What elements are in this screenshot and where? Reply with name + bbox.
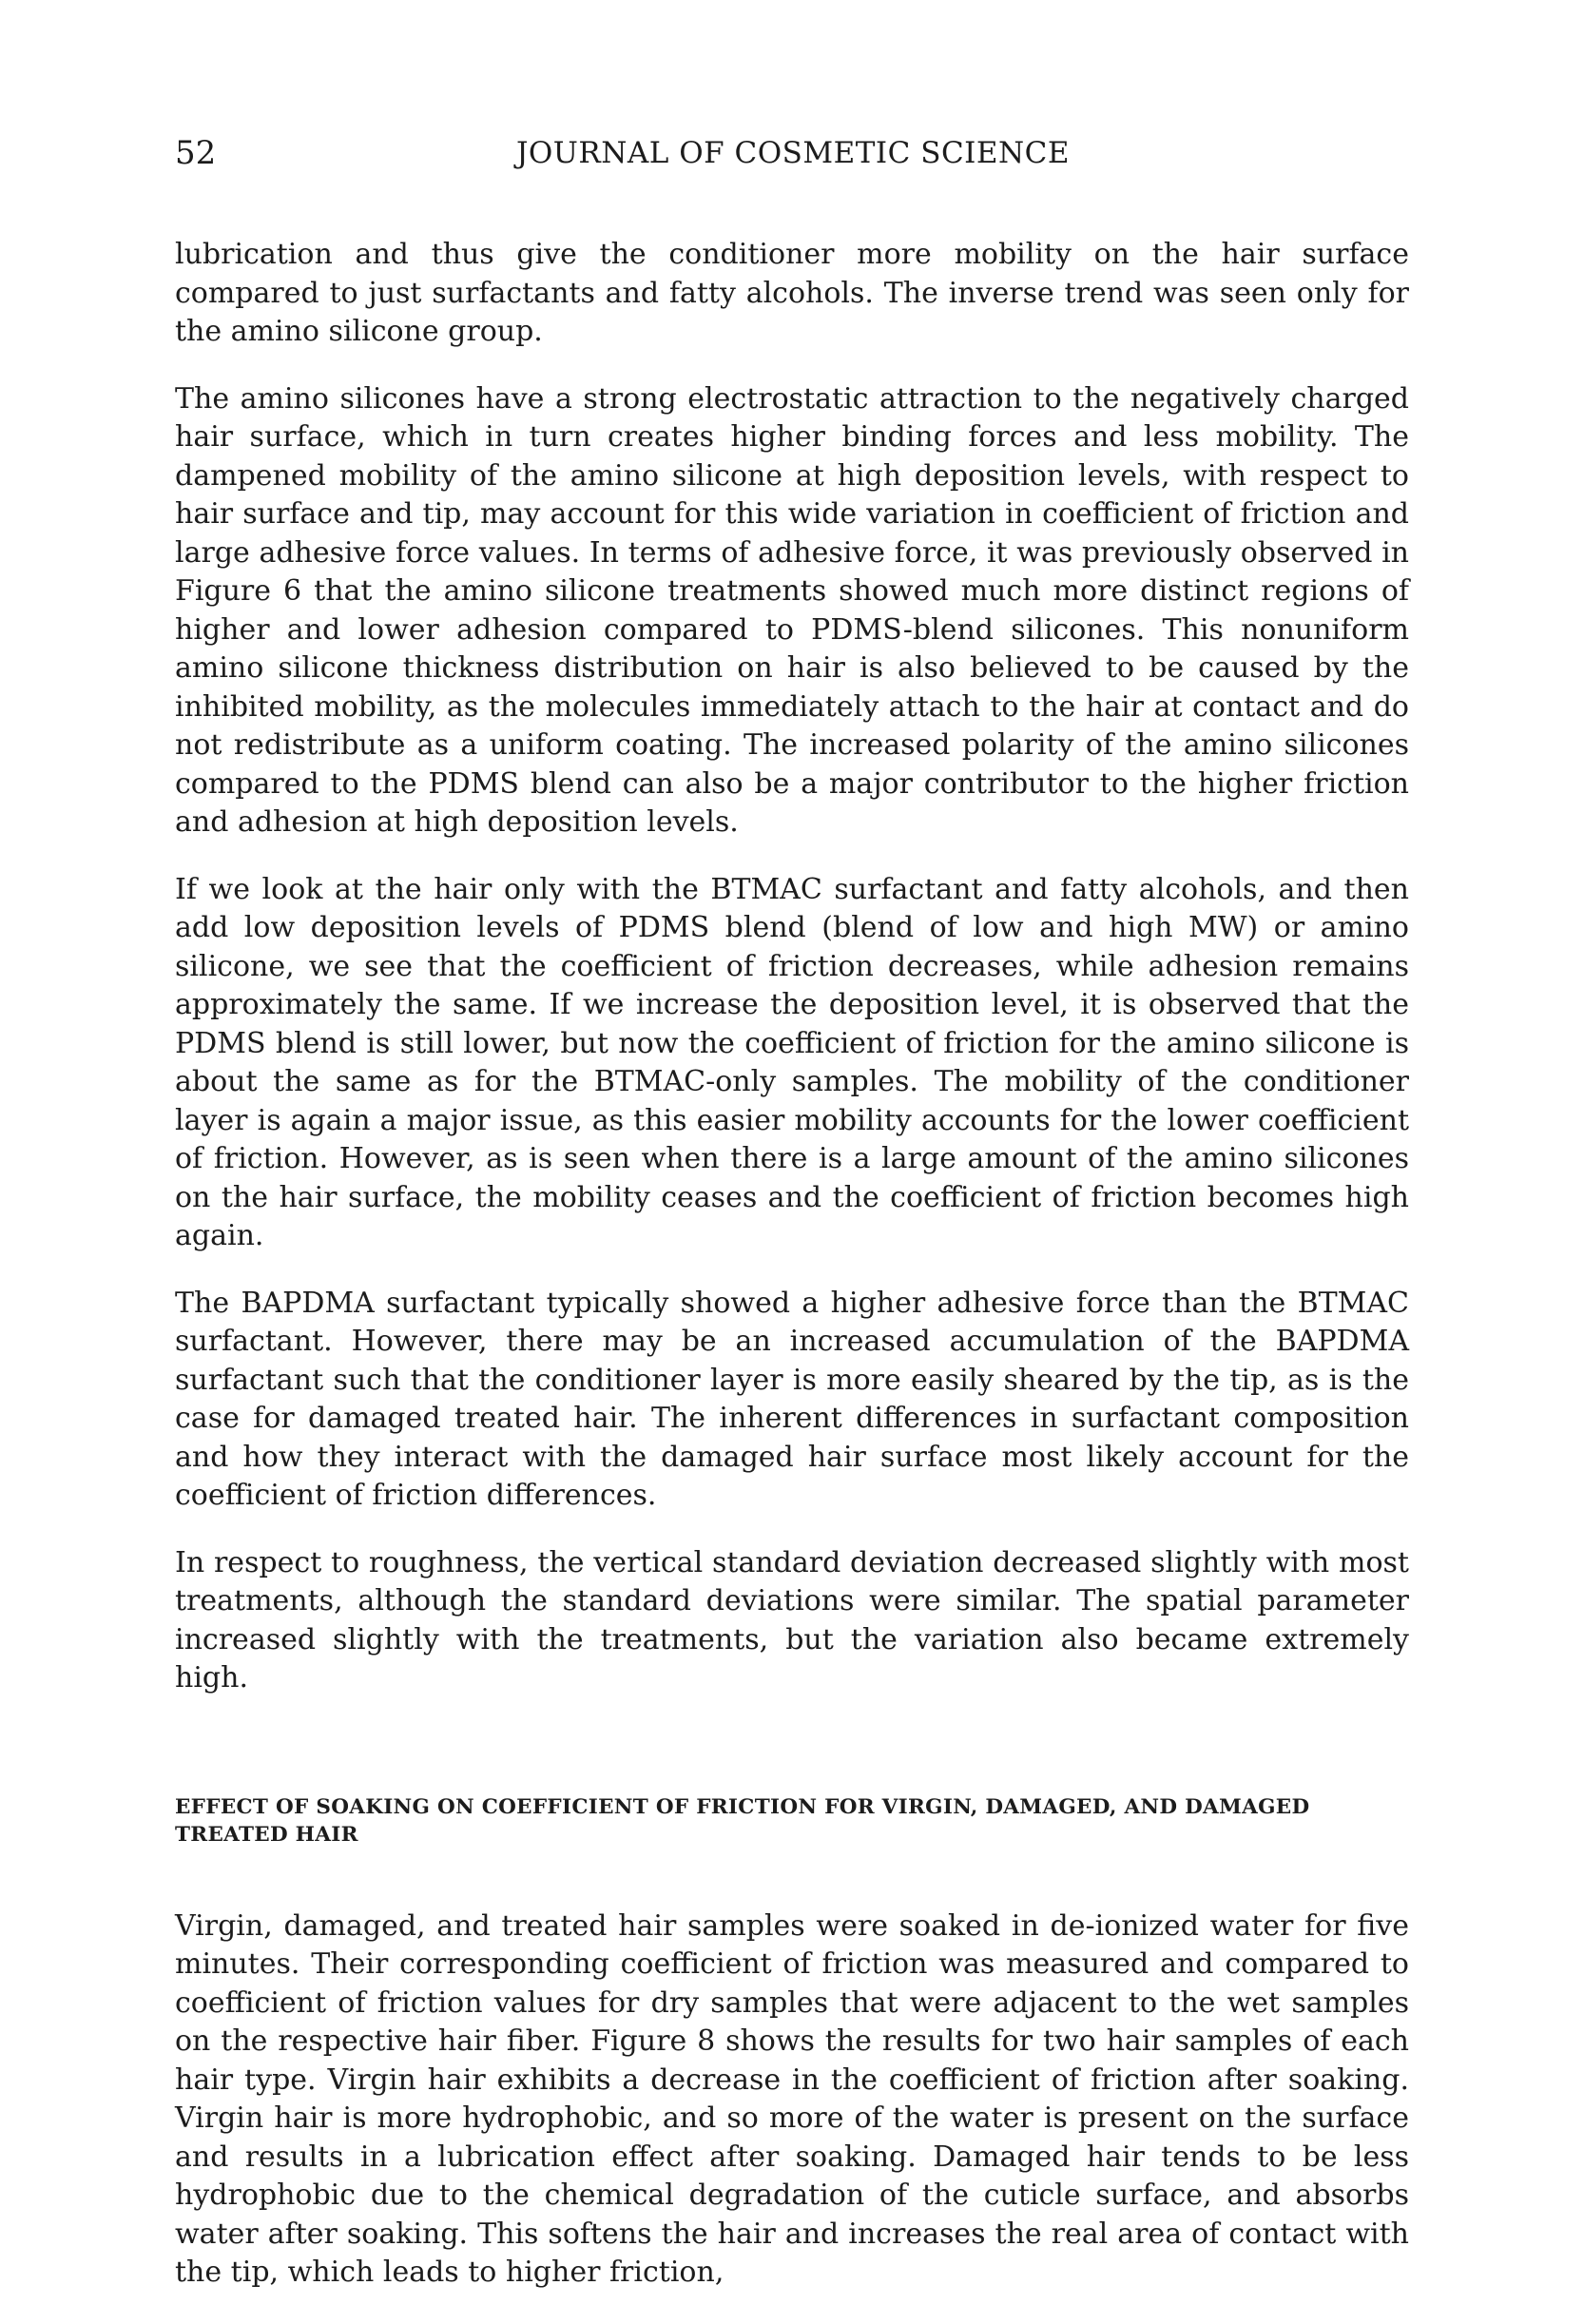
- paragraph-bapdma: The BAPDMA surfactant typically showed a higher adhesive force than the BTMAC surfactant. However, there may be an increased accumulation of the BAPDMA surfactant such that the conditioner layer is more easily sheared by the tip, as is the case for damaged treated hair. The inherent differences in surfactant composition and how they interact with the damaged hair surface most likely account for the coefficient of friction differences.: [175, 1286, 1409, 1512]
- paragraph-soaking: Virgin, damaged, and treated hair samples were soaked in de-ionized water for five minutes. Their corresponding coefficient of friction was measured and compared to coefficient of friction values for dry samples that were adjacent to the wet samples on the respective hair fiber. Figure 8 shows the results for two hair samples of each hair type. Virgin hair exhibits a decrease in the coefficient of friction after soaking. Virgin hair is more hydrophobic, and so more of the water is present on the surface and results in a lubrication effect after soaking. Damaged hair tends to be less hydrophobic due to the chemical degradation of the cuticle surface, and absorbs water after soaking. This softens the hair and increases the real area of contact with the tip, which leads to higher friction,: [175, 1908, 1409, 2289]
- journal-title: JOURNAL OF COSMETIC SCIENCE: [515, 136, 1071, 170]
- section-heading: EFFECT OF SOAKING ON COEFFICIENT OF FRICTION FOR VIRGIN, DAMAGED, AND DAMAGED TREATED HAIR: [175, 1794, 1310, 1847]
- paragraph-roughness: In respect to roughness, the vertical standard deviation decreased slightly with most treatments, although the standard deviations were similar. The spatial parameter increased slightly with the treatments, but the variation also became extremely high.: [175, 1545, 1409, 1695]
- body-text: [175, 236, 1409, 2321]
- running-header: [175, 129, 1411, 177]
- paragraph-btmac: If we look at the hair only with the BTMAC surfactant and fatty alcohols, and then add low deposition levels of PDMS blend (blend of low and high MW) or amino silicone, we see that the coefficient of friction decreases, while adhesion remains approximately the same. If we increase the deposition level, it is observed that the PDMS blend is still lower, but now the coefficient of friction for the amino silicone is about the same as for the BTMAC-only samples. The mobility of the conditioner layer is again a major issue, as this easier mobility accounts for the lower coefficient of friction. However, as is seen when there is a large amount of the amino silicones on the hair surface, the mobility ceases and the coefficient of friction becomes high again.: [175, 872, 1409, 1252]
- paragraph-lubrication: lubrication and thus give the conditioner more mobility on the hair surface compared to just surfactants and fatty alcohols. The inverse trend was seen only for the amino silicone group.: [175, 238, 1409, 348]
- paragraph-amino-silicones: The amino silicones have a strong electrostatic attraction to the negatively charged hair surface, which in turn creates higher binding forces and less mobility. The dampened mobility of the amino silicone at high deposition levels, with respect to hair surface and tip, may account for this wide variation in coefficient of friction and large adhesive force values. In terms of adhesive force, it was previously observed in Figure 6 that the amino silicone treatments showed much more distinct regions of higher and lower adhesion compared to PDMS-blend silicones. This nonuniform amino silicone thickness distribution on hair is also believed to be caused by the inhibited mobility, as the molecules immediately attach to the hair at contact and do not redistribute as a uniform coating. The increased polarity of the amino silicones compared to the PDMS blend can also be a major contributor to the higher friction and adhesion at high deposition levels.: [175, 381, 1409, 839]
- page-number: 52: [175, 134, 217, 172]
